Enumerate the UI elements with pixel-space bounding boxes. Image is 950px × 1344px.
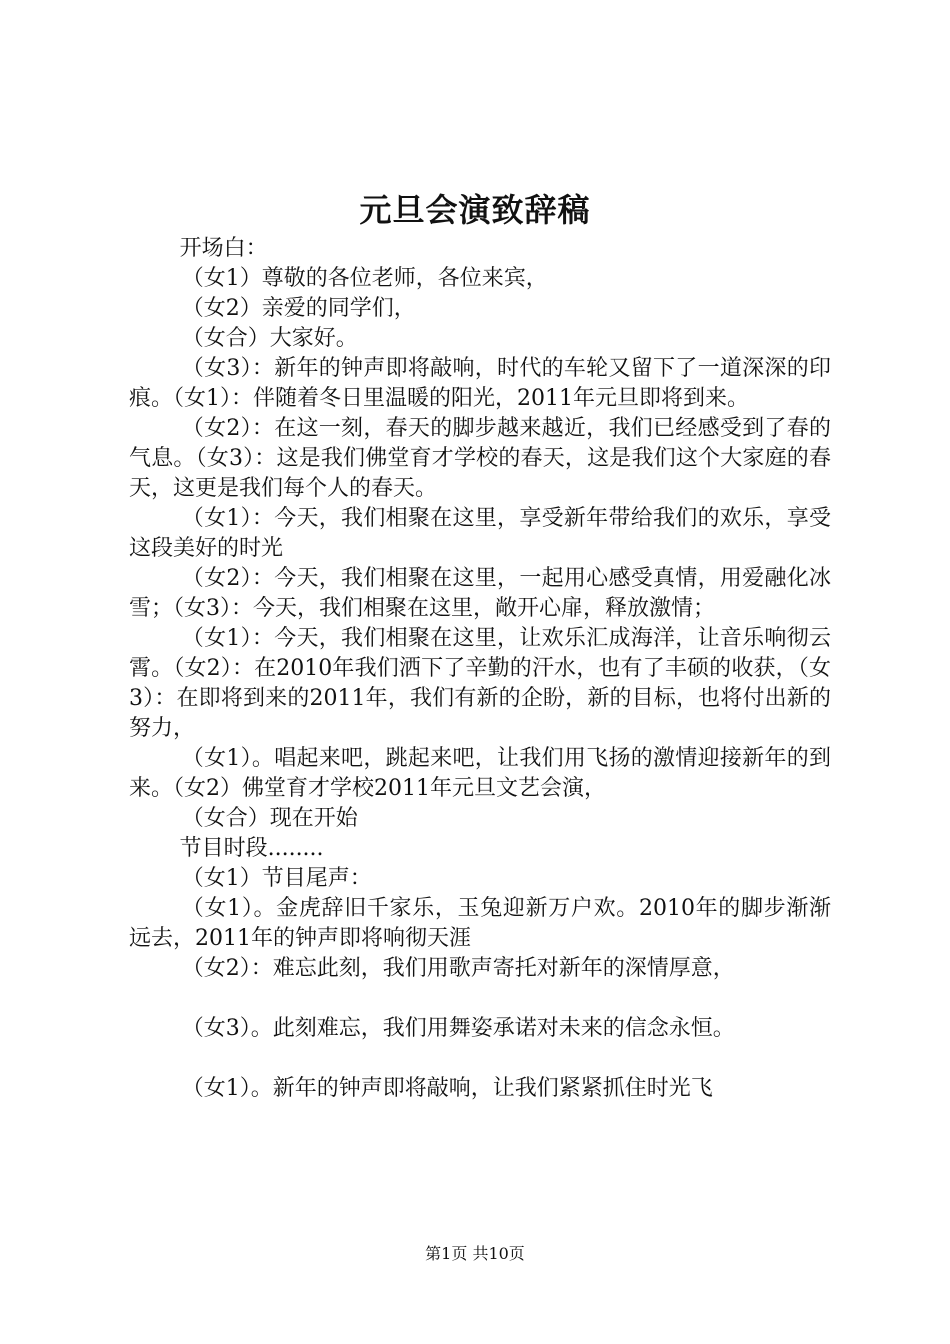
paragraph: （女合）大家好。 [181,326,358,351]
paragraph: （女1）：今天，我们相聚在这里，享受新年带给我们的欢乐，享受这段美好的时光 [129,506,831,561]
paragraph: （女1）：今天，我们相聚在这里，让欢乐汇成海洋，让音乐响彻云霄。（女2）：在2010年我们洒下了辛勤的汗水，也有了丰硕的收获，（女3）：在即将到来的2011年，我们有新的企盼，新的目标，也将付出新的努力， [129,626,831,741]
paragraph: （女1）。唱起来吧，跳起来吧，让我们用飞扬的激情迎接新年的到来。（女2）佛堂育才学校2011年元旦文艺会演， [129,746,831,801]
document-title: 元旦会演致辞稿 [359,191,591,229]
document-body [129,234,831,1104]
paragraph: （女2）：难忘此刻，我们用歌声寄托对新年的深情厚意， [181,956,735,981]
paragraph: （女合）现在开始 [181,806,358,831]
paragraph: （女1）。新年的钟声即将敲响，让我们紧紧抓住时光飞 [181,1076,713,1101]
paragraph: （女2）：今天，我们相聚在这里，一起用心感受真情，用爱融化冰雪；（女3）：今天，我们相聚在这里，敞开心扉，释放激情； [129,566,831,621]
paragraph: （女2）亲爱的同学们， [181,296,416,321]
paragraph: （女3）。此刻难忘，我们用舞姿承诺对未来的信念永恒。 [181,1016,735,1041]
paragraph-opening: 开场白： [179,236,268,261]
page-number-footer: 第1页 共10页 [425,1244,525,1263]
paragraph: （女1）。金虎辞旧千家乐，玉兔迎新万户欢。2010年的脚步渐渐远去，2011年的钟声即将响彻天涯 [129,896,831,951]
paragraph: （女2）：在这一刻，春天的脚步越来越近，我们已经感受到了春的气息。（女3）：这是我们佛堂育才学校的春天，这是我们这个大家庭的春天，这更是我们每个人的春天。 [129,416,831,501]
paragraph: 节目时段........ [179,836,324,861]
paragraph: （女1）节目尾声： [181,866,372,891]
paragraph: （女3）：新年的钟声即将敲响，时代的车轮又留下了一道深深的印痕。（女1）：伴随着冬日里温暖的阳光，2011年元旦即将到来。 [129,356,831,411]
paragraph: （女1）尊敬的各位老师，各位来宾， [181,266,548,291]
